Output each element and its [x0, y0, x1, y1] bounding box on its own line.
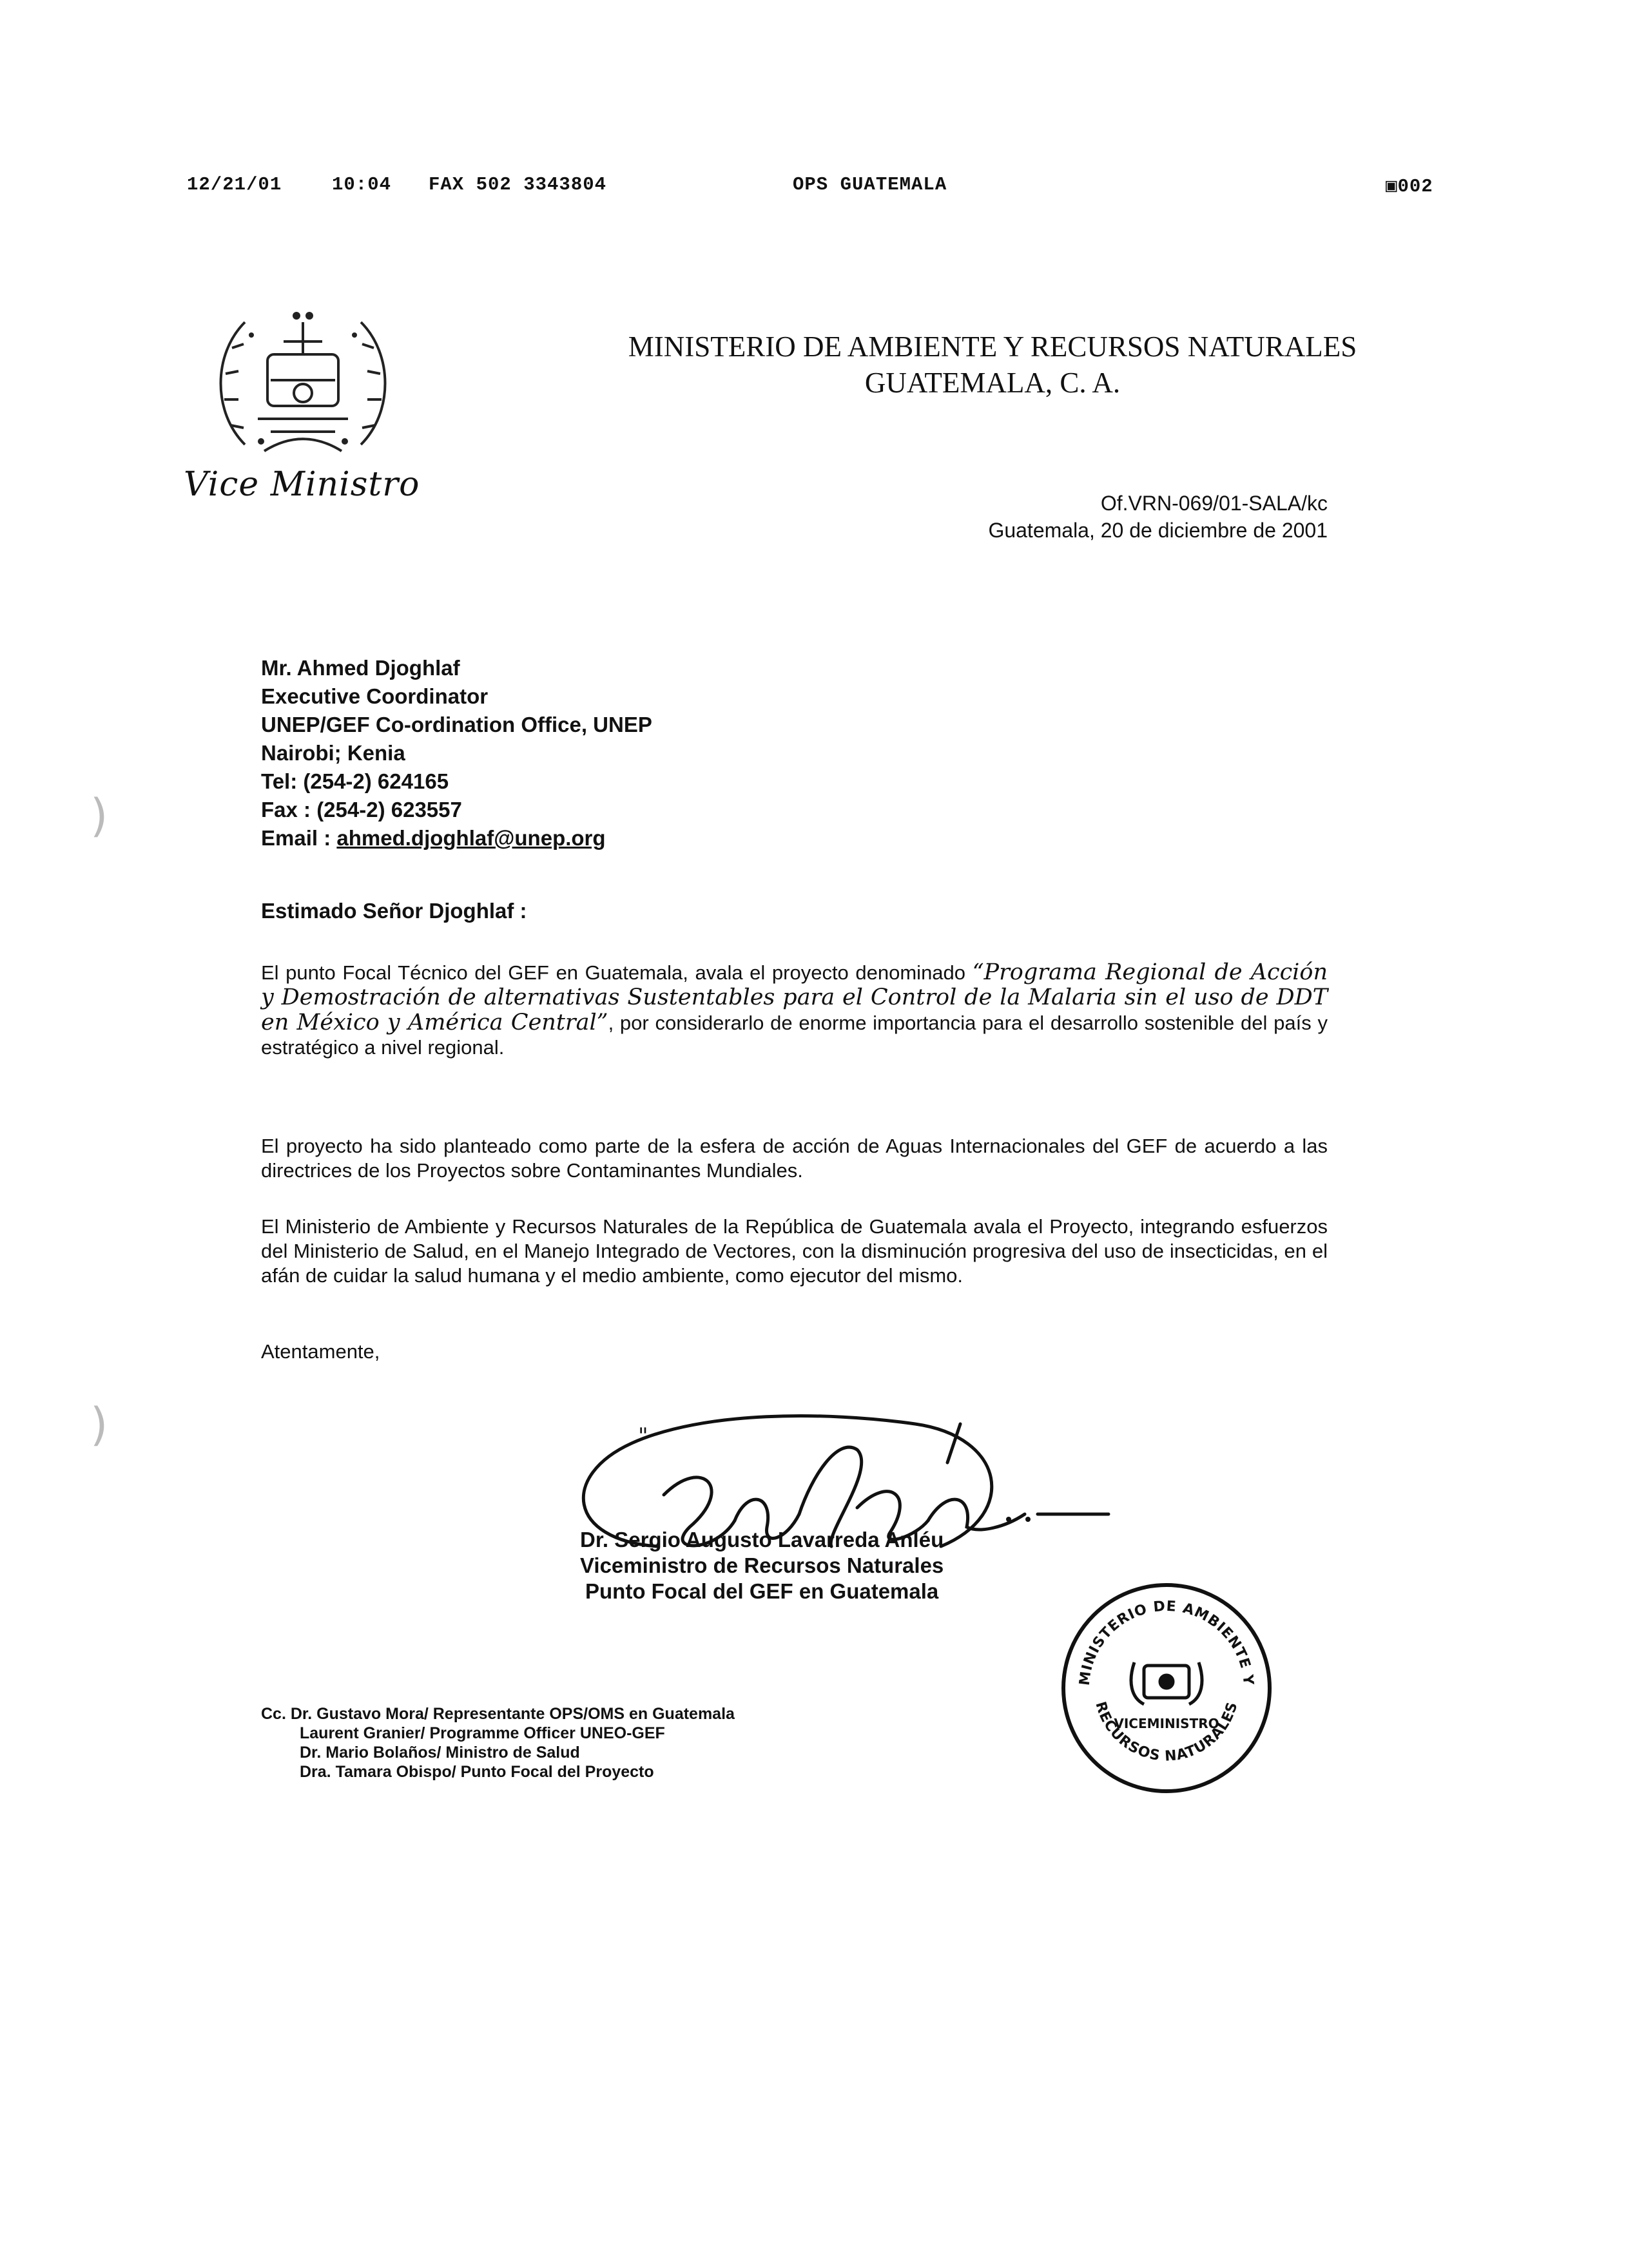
paragraph-1-end: , por considerarlo de enorme importancia para el desarrollo sostenible del país y estratégico a nivel regional.: [261, 1012, 1328, 1059]
recipient-city: Nairobi; Kenia: [261, 741, 405, 765]
seal-top-text: MINISTERIO DE AMBIENTE Y: [1076, 1598, 1257, 1687]
seal-emblem-icon: [1131, 1662, 1202, 1704]
paragraph-1: [261, 960, 1328, 1060]
recipient-office: UNEP/GEF Co-ordination Office, UNEP: [261, 713, 652, 736]
svg-text:MINISTERIO DE AMBIENTE Y: [1077, 1599, 1257, 1687]
reference-number: Of.VRN-069/01-SALA/kc: [1100, 492, 1328, 515]
official-seal: [1057, 1579, 1276, 1798]
fax-time: 10:04: [332, 174, 392, 195]
signer-name: Dr. Sergio Augusto Lavarreda Anléu: [580, 1528, 944, 1552]
recipient-fax: Fax : (254-2) 623557: [261, 798, 462, 822]
recipient-name: Mr. Ahmed Djoghlaf: [261, 656, 460, 680]
paragraph-3: El Ministerio de Ambiente y Recursos Naturales de la República de Guatemala avala el Proyecto, integrando esfuerzos del Ministerio de Salud, en el Manejo Integrado de Vectores, con la disminución progresiva del uso de insecticidas, en el afán de cuidar la salud humana y el medio ambiente, como ejecutor del mismo.: [261, 1215, 1328, 1287]
greeting: Estimado Señor Djoghlaf :: [261, 899, 527, 923]
recipient-email-line: [261, 824, 652, 852]
punch-mark-bottom: ): [90, 1398, 108, 1451]
cc-line-1: Cc. Dr. Gustavo Mora/ Representante OPS/OMS en Guatemala: [261, 1705, 735, 1723]
svg-text:RECURSOS NATURALES: [1092, 1700, 1241, 1764]
fax-date: 12/21/01: [187, 174, 282, 195]
paragraph-2: El proyecto ha sido planteado como parte de la esfera de acción de Aguas Internacionales del GEF de acuerdo a las directrices de los Proyectos sobre Contaminantes Mundiales.: [261, 1135, 1328, 1182]
signer-title-1: Viceministro de Recursos Naturales: [580, 1553, 944, 1577]
recipient-title: Executive Coordinator: [261, 684, 489, 708]
cc-list: [261, 1704, 735, 1782]
seal-center-text: VICEMINISTRO: [1114, 1716, 1219, 1731]
cc-line-3: Dr. Mario Bolaños/ Ministro de Salud: [300, 1744, 580, 1762]
office-vice-ministro: Vice Ministro: [184, 465, 420, 504]
punch-mark-top: ): [90, 789, 108, 842]
closing: Atentamente,: [261, 1340, 380, 1363]
place-date: Guatemala, 20 de diciembre de 2001: [988, 519, 1328, 542]
reference-block: [838, 490, 1328, 544]
cc-line-4: Dra. Tamara Obispo/ Punto Focal del Proyecto: [300, 1763, 654, 1781]
letterhead: [574, 329, 1411, 401]
email-label: Email :: [261, 826, 337, 850]
fax-page: ▣002: [1386, 176, 1433, 197]
fax-number: FAX 502 3343804: [429, 174, 607, 195]
coat-of-arms-icon: [206, 296, 400, 470]
recipient-block: [261, 654, 652, 852]
signer-block: [580, 1527, 944, 1604]
ministry-country: GUATEMALA, C. A.: [864, 367, 1121, 399]
ministry-name: MINISTERIO DE AMBIENTE Y RECURSOS NATURALES: [628, 331, 1357, 363]
project-title: “Programa Regional de Acción y Demostración de alternativas Sustentables para el Control de la Malaria sin el uso de DDT en México y América Central”: [261, 959, 1328, 1035]
recipient-tel: Tel: (254-2) 624165: [261, 769, 449, 793]
seal-bottom-text: RECURSOS NATURALES: [1092, 1700, 1241, 1765]
cc-line-2: Laurent Granier/ Programme Officer UNEO-GEF: [300, 1724, 665, 1742]
email-link[interactable]: ahmed.djoghlaf@unep.org: [336, 826, 606, 850]
fax-header: [187, 174, 1476, 200]
fax-sender: OPS GUATEMALA: [793, 174, 947, 195]
signer-title-2: Punto Focal del GEF en Guatemala: [585, 1579, 939, 1603]
svg-text:": ": [638, 1423, 648, 1449]
fax-page-icon: ▣: [1386, 176, 1398, 197]
paragraph-1-intro: El punto Focal Técnico del GEF en Guatemala, avala el proyecto denominado: [261, 961, 973, 984]
